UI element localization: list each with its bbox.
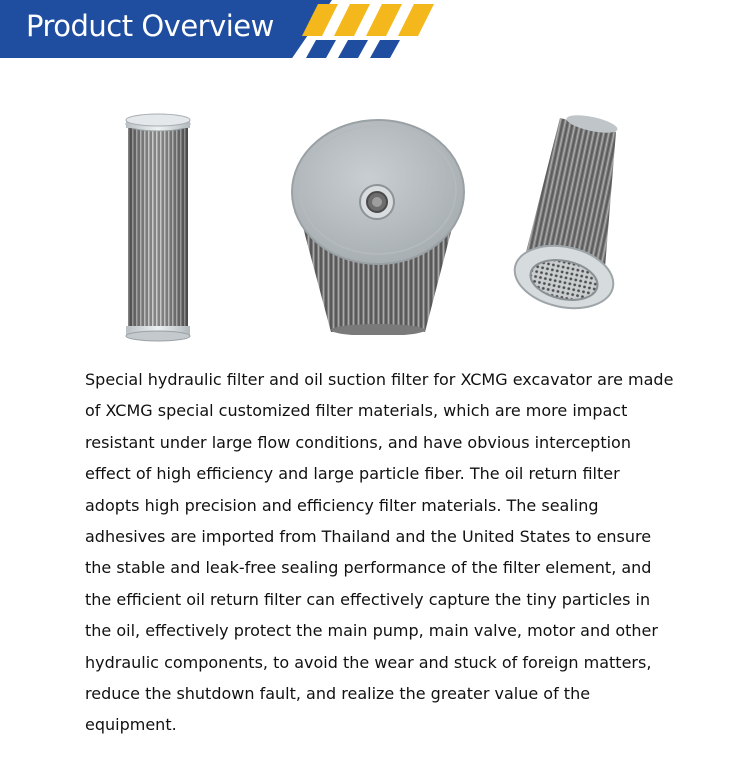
pleated-filter-side-image [118,110,198,342]
stripe-decoration-icon [0,0,750,60]
filter-end-cap-image [285,110,470,335]
section-header [0,0,750,60]
product-description: Special hydraulic filter and oil suction filter for XCMG excavator are made of XCMG special customized filter materials, which are more impact resistant under large flow conditions, and have obvious interception effect of high efficiency and large particle fiber. The oil return filter adopts high precision and efficiency filter materials. The sealing adhesives are imported from Thailand and the United States to ensure the stable and leak-free sealing performance of the filter element, and the efficient oil return filter can effectively capture the tiny particles in the oil, effectively protect the main pump, main valve, motor and other hydraulic components, to avoid the wear and stuck of foreign matters, reduce the shutdown fault, and realize the greater value of the equipment. [85,370,674,735]
product-images [0,110,750,345]
section-title: Product Overview [26,9,274,43]
filter-core-angled-image [508,110,618,330]
